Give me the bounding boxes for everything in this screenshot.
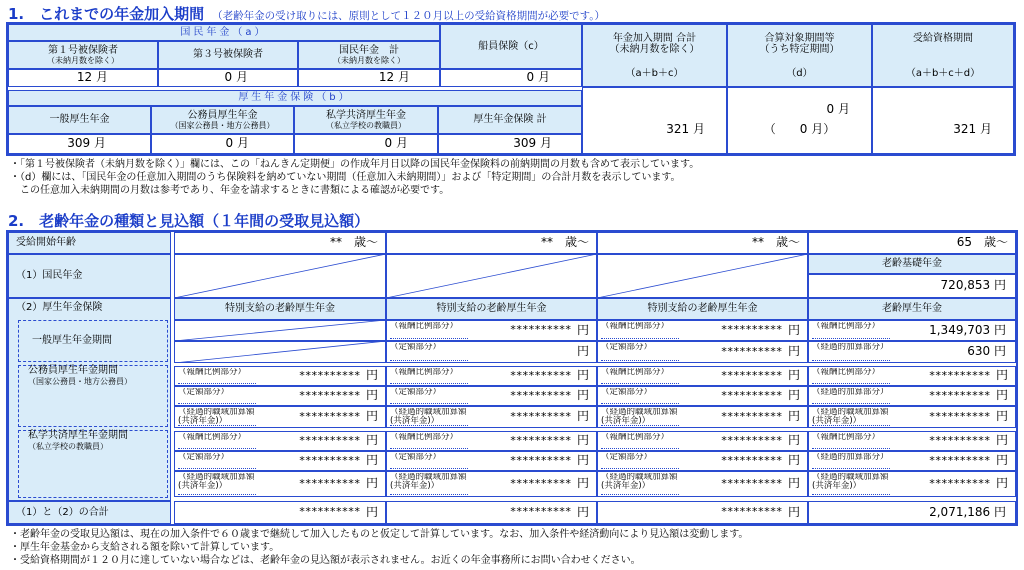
kosei-value-1: 309 月 bbox=[67, 136, 106, 151]
amount-item-label: （報酬比例部分） bbox=[390, 368, 468, 384]
gassan-tokutei: （ 0 月） bbox=[763, 122, 836, 137]
amount-item-label: （報酬比例部分） bbox=[601, 322, 679, 339]
amount-item-label: （経過的職域加算額(共済年金)） bbox=[601, 408, 678, 426]
amount-item-label: （報酬比例部分） bbox=[178, 368, 256, 384]
yen-unit: 円 bbox=[576, 322, 589, 337]
kokumin-header: 国民年金（a） bbox=[180, 26, 268, 38]
kosei-type: 老齢厚生年金 bbox=[882, 303, 942, 315]
masked-sum: ********** bbox=[298, 505, 360, 519]
yen-unit: 円 bbox=[576, 388, 589, 403]
gassan-header: 合算対象期間等 （うち特定期間） bbox=[759, 32, 840, 55]
gassan-value: 0 月 bbox=[826, 102, 850, 117]
kosei-type: 特別支給の老齢厚生年金 bbox=[436, 303, 547, 315]
kosei-value-4: 309 月 bbox=[513, 136, 552, 151]
masked-amount: ********** bbox=[509, 433, 571, 447]
yen-unit: 円 bbox=[787, 322, 800, 337]
yen-unit: 円 bbox=[787, 476, 800, 491]
amount-item-label: （報酬比例部分） bbox=[178, 433, 256, 449]
col3-header: 国民年金 計 （未納月数を除く） bbox=[333, 44, 405, 66]
yen-unit: 円 bbox=[576, 453, 589, 468]
gassan-formula: （d） bbox=[786, 68, 813, 80]
start-age-label: 受給開始年齢 bbox=[16, 237, 76, 249]
amount-item-label: （経過的加算部分） bbox=[812, 343, 890, 361]
note-line: この任意加入未納期間の月数は参考であり、年金を請求するときに書類による確認が必要です。 bbox=[10, 185, 450, 196]
amount-item-label: （経過的加算部分） bbox=[812, 388, 890, 404]
masked-amount: ********** bbox=[509, 476, 571, 490]
amount-item-label: （報酬比例部分） bbox=[812, 368, 890, 384]
yen-unit: 円 bbox=[365, 409, 378, 424]
note-line: ・「第１号被保険者（未納月数を除く）」欄には、この「ねんきん定期便」の作成年月日以降の国民年金保険料の前納期間の月数も含めて表示しています。 bbox=[10, 159, 700, 170]
yen-unit: 円 bbox=[576, 344, 589, 359]
section2-title: 2. 老齢年金の種類と見込額（１年間の受取見込額） bbox=[8, 212, 370, 230]
yen-unit: 円 bbox=[365, 388, 378, 403]
total-value: 321 月 bbox=[666, 122, 705, 137]
note-line: ・（d）欄には、「国民年金の任意加入期間のうち保険料を納めていない期間（任意加入未納期間）」および「特定期間」の合計月数を表示しています。 bbox=[10, 172, 681, 183]
masked-amount: ********** bbox=[720, 388, 782, 402]
masked-amount: ********** bbox=[720, 476, 782, 490]
kiso-value: 720,853 円 bbox=[940, 278, 1006, 293]
kosei-type: 特別支給の老齢厚生年金 bbox=[225, 303, 335, 315]
diagonal-slash bbox=[174, 254, 386, 298]
jukyu-value: 321 月 bbox=[953, 122, 992, 137]
yen-unit: 円 bbox=[576, 409, 589, 424]
amount-item-label: （経過的職域加算額(共済年金)） bbox=[812, 473, 890, 495]
masked-amount: ********** bbox=[928, 388, 990, 402]
masked-amount: ********** bbox=[509, 388, 571, 402]
diagonal-slash bbox=[174, 341, 386, 363]
masked-amount: ********** bbox=[720, 344, 782, 358]
shigaku-period-label: 私学共済厚生年金期間 （私立学校の教職員） bbox=[28, 430, 128, 451]
amount-item-label: （定額部分） bbox=[390, 343, 468, 361]
section2-notes bbox=[10, 528, 748, 567]
diagonal-slash bbox=[174, 320, 386, 341]
senin-value: 0 月 bbox=[526, 70, 550, 85]
age-value: 65 歳～ bbox=[956, 235, 1008, 250]
masked-amount: ********** bbox=[928, 409, 990, 423]
yen-unit: 円 bbox=[576, 504, 589, 519]
yen-unit: 円 bbox=[576, 433, 589, 448]
amount-item-label: （報酬比例部分） bbox=[390, 433, 468, 449]
age-value: ** 歳～ bbox=[540, 235, 589, 250]
amount-item-label: （定額部分） bbox=[390, 388, 468, 404]
jukyu-header: 受給資格期間 bbox=[913, 33, 973, 45]
yen-unit: 円 bbox=[787, 504, 800, 519]
masked-amount: ********** bbox=[928, 453, 990, 467]
yen-unit: 円 bbox=[365, 368, 378, 383]
masked-amount: ********** bbox=[720, 433, 782, 447]
masked-amount: ********** bbox=[298, 433, 360, 447]
yen-unit: 円 bbox=[576, 476, 589, 491]
masked-amount: ********** bbox=[928, 368, 990, 382]
masked-amount: ********** bbox=[720, 323, 782, 337]
masked-amount: ********** bbox=[298, 453, 360, 467]
kiso-label: 老齢基礎年金 bbox=[882, 258, 942, 270]
sum-row-label: （1）と（2）の合計 bbox=[16, 506, 109, 518]
yen-unit: 円 bbox=[787, 409, 800, 424]
yen-unit: 円 bbox=[995, 476, 1008, 491]
yen-unit: 円 bbox=[576, 368, 589, 383]
yen-unit: 円 bbox=[995, 368, 1008, 383]
masked-amount: ********** bbox=[298, 388, 360, 402]
amount-value: 630 円 bbox=[967, 344, 1006, 359]
kosei-col3: 私学共済厚生年金 （私立学校の教職員） bbox=[326, 109, 406, 131]
amount-item-label: （報酬比例部分） bbox=[812, 433, 890, 449]
yen-unit: 円 bbox=[365, 504, 378, 519]
amount-item-label: （経過的職域加算額(共済年金)） bbox=[601, 473, 679, 495]
yen-unit: 円 bbox=[365, 476, 378, 491]
kosei-header: 厚生年金保険（b） bbox=[238, 92, 352, 104]
yen-unit: 円 bbox=[787, 344, 800, 359]
section1-title: 1. これまでの年金加入期間 （老齢年金の受け取りには、原則として１２０月以上の受給資格期間が必要です。） bbox=[8, 5, 606, 23]
masked-amount: ********** bbox=[928, 433, 990, 447]
masked-amount: ********** bbox=[509, 453, 571, 467]
komuin-period-label: 公務員厚生年金期間 （国家公務員・地方公務員） bbox=[28, 365, 132, 386]
amount-item-label: （報酬比例部分） bbox=[390, 322, 468, 339]
col1-header: 第１号被保険者 （未納月数を除く） bbox=[47, 44, 119, 66]
masked-amount: ********** bbox=[720, 453, 782, 467]
amount-item-label: （経過的職域加算額(共済年金)） bbox=[178, 408, 255, 426]
yen-unit: 円 bbox=[365, 433, 378, 448]
yen-unit: 円 bbox=[787, 433, 800, 448]
kokumin-value-1: 12 月 bbox=[76, 70, 108, 85]
amount-item-label: （定額部分） bbox=[390, 453, 468, 469]
yen-unit: 円 bbox=[995, 388, 1008, 403]
amount-item-label: （報酬比例部分） bbox=[601, 368, 679, 384]
amount-item-label: （報酬比例部分） bbox=[601, 433, 679, 449]
section1-notes bbox=[10, 158, 699, 197]
masked-amount: ********** bbox=[298, 409, 360, 423]
kosei-row-label: （2）厚生年金保険 bbox=[16, 302, 103, 314]
yen-unit: 円 bbox=[995, 409, 1008, 424]
yen-unit: 円 bbox=[995, 433, 1008, 448]
masked-amount: ********** bbox=[509, 409, 571, 423]
jukyu-formula: （a＋b＋c＋d） bbox=[905, 68, 981, 80]
masked-amount: ********** bbox=[720, 368, 782, 382]
kosei-col4: 厚生年金保険 計 bbox=[473, 114, 547, 126]
kosei-type: 特別支給の老齢厚生年金 bbox=[647, 303, 758, 315]
amount-item-label: （定額部分） bbox=[178, 453, 256, 469]
note-line: ・厚生年金基金から支給される額を除いて計算しています。 bbox=[10, 542, 280, 553]
sum-value: 2,071,186 円 bbox=[929, 504, 1006, 519]
kosei-col2: 公務員厚生年金 （国家公務員・地方公務員） bbox=[170, 109, 275, 131]
kokumin-row-label: （1）国民年金 bbox=[16, 270, 83, 282]
col2-header: 第３号被保険者 bbox=[193, 49, 263, 61]
masked-amount bbox=[386, 341, 597, 363]
amount-value: 1,349,703 円 bbox=[929, 322, 1006, 337]
amount-item-label: （経過的職域加算額(共済年金)） bbox=[812, 408, 889, 426]
kokumin-value-2: 0 月 bbox=[224, 70, 248, 85]
ippan-period-label: 一般厚生年金期間 bbox=[32, 335, 112, 347]
note-line: ・受給資格期間が１２０月に達していない場合などは、老齢年金の見込額が表示されません。お近くの年金事務所にお問い合わせください。 bbox=[10, 555, 641, 566]
section1-note: （老齢年金の受け取りには、原則として１２０月以上の受給資格期間が必要です。） bbox=[212, 10, 606, 22]
amount-item-label: （経過的加算部分） bbox=[812, 453, 890, 469]
kosei-value-3: 0 月 bbox=[384, 136, 408, 151]
amount-item-label: （経過的職域加算額(共済年金)） bbox=[390, 408, 467, 426]
kosei-col1: 一般厚生年金 bbox=[49, 114, 110, 126]
total-formula: （a＋b＋c） bbox=[625, 68, 684, 80]
masked-amount: ********** bbox=[298, 368, 360, 382]
yen-unit: 円 bbox=[787, 388, 800, 403]
masked-sum: ********** bbox=[720, 505, 782, 519]
age-value: ** 歳～ bbox=[751, 235, 800, 250]
amount-item-label: （報酬比例部分） bbox=[812, 322, 890, 339]
masked-amount: ********** bbox=[298, 476, 360, 490]
amount-item-label: （経過的職域加算額(共済年金)） bbox=[390, 473, 468, 495]
amount-item-label: （定額部分） bbox=[601, 453, 679, 469]
kokumin-value-3: 12 月 bbox=[378, 70, 410, 85]
total-header: 年金加入期間 合計 （未納月数を除く） bbox=[609, 32, 700, 55]
diagonal-slash bbox=[386, 254, 597, 298]
yen-unit: 円 bbox=[787, 368, 800, 383]
yen-unit: 円 bbox=[787, 453, 800, 468]
yen-unit: 円 bbox=[995, 453, 1008, 468]
kosei-value-2: 0 月 bbox=[225, 136, 249, 151]
amount-item-label: （定額部分） bbox=[601, 388, 679, 404]
age-value: ** 歳～ bbox=[329, 235, 378, 250]
amount-item-label: （経過的職域加算額(共済年金)） bbox=[178, 473, 256, 495]
masked-amount: ********** bbox=[720, 409, 782, 423]
amount-item-label: （定額部分） bbox=[178, 388, 256, 404]
masked-sum: ********** bbox=[509, 505, 571, 519]
note-line: ・老齢年金の受取見込額は、現在の加入条件で６０歳まで継続して加入したものと仮定して計算しています。なお、加入条件や経済動向により見込額は変動します。 bbox=[10, 529, 749, 540]
masked-amount: ********** bbox=[509, 323, 571, 337]
diagonal-slash bbox=[597, 254, 808, 298]
senin-header: 船員保険（c） bbox=[478, 40, 544, 52]
masked-amount: ********** bbox=[928, 476, 990, 490]
masked-amount: ********** bbox=[509, 368, 571, 382]
amount-item-label: （定額部分） bbox=[601, 343, 679, 361]
yen-unit: 円 bbox=[365, 453, 378, 468]
